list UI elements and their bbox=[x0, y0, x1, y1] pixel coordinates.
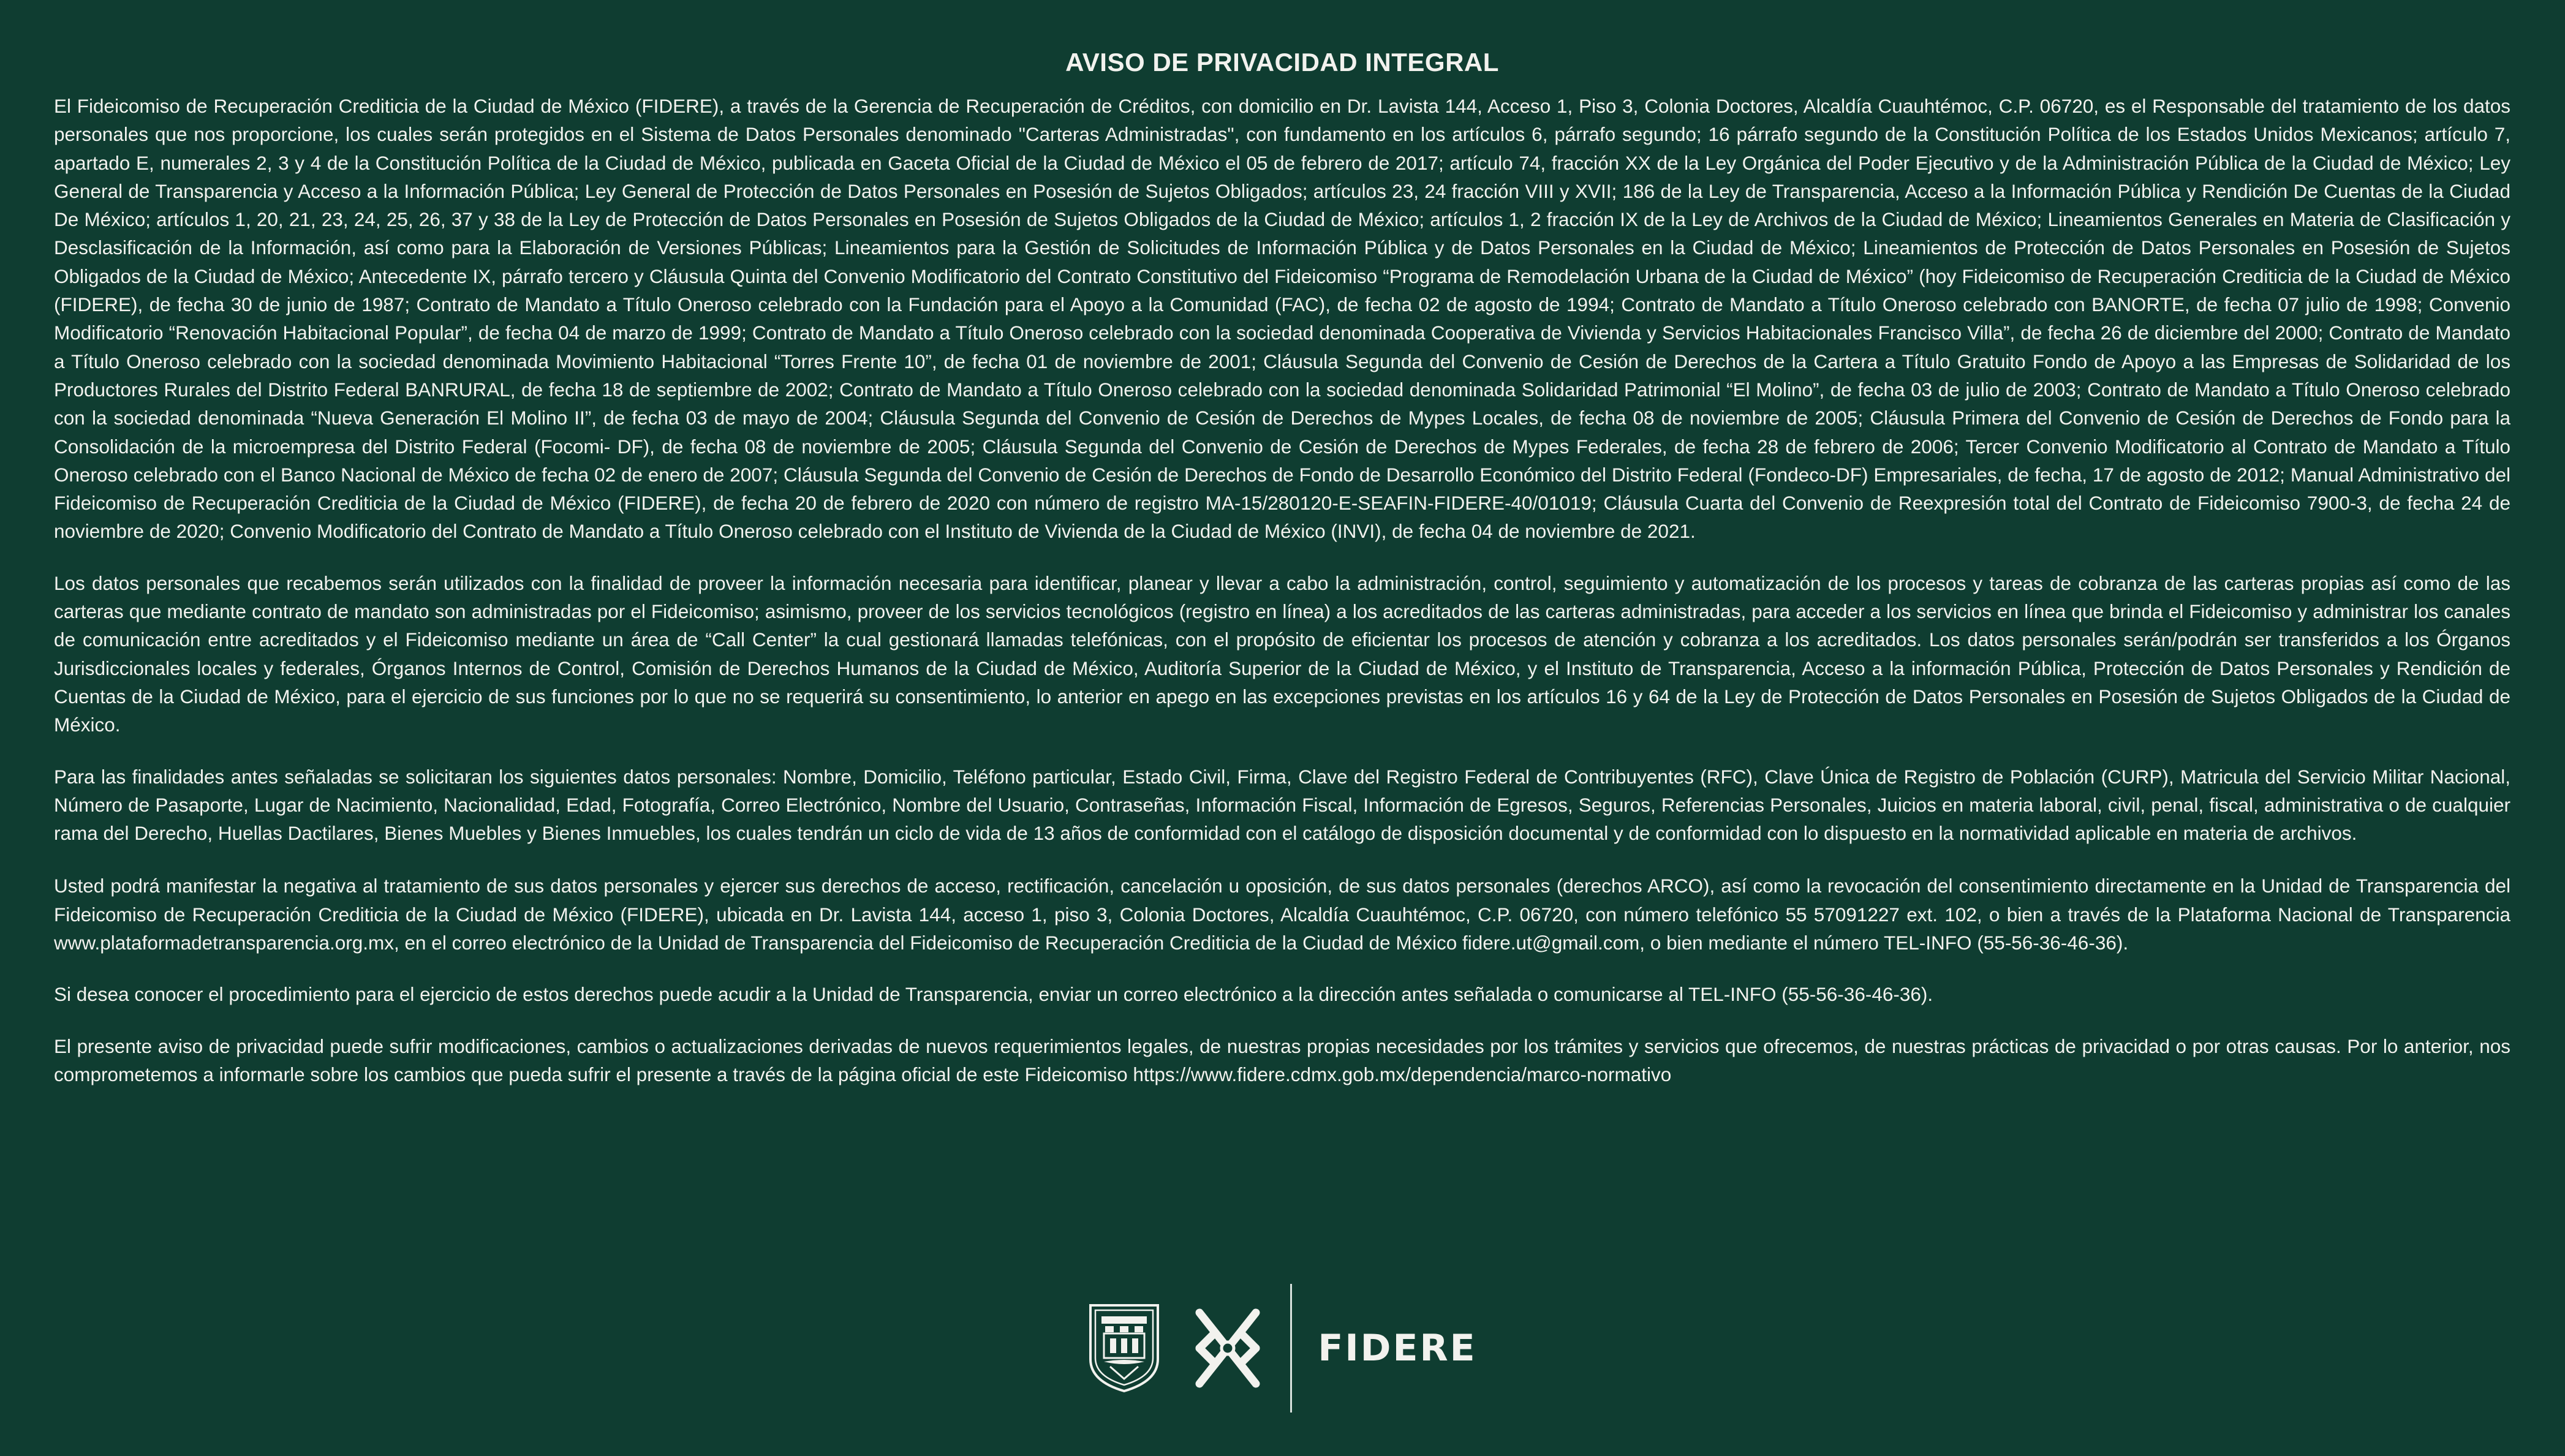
paragraph-data-requested: Para las finalidades antes señaladas se solicitaran los siguientes datos personales: Nombre, Domicilio, Teléfono particular, Estado Civil, Firma, Clave del Registro Federal de Contribuyentes (RFC), Clave Única de Registro de Población (CURP), Matricula del Servicio Militar Nacional, Número de Pasaporte, Lugar de Nacimiento, Nacionalidad, Edad, Fotografía, Correo Electrónico, Nombre del Usuario, Contraseñas, Información Fiscal, Información de Egresos, Seguros, Referencias Personales, Juicios en materia laboral, civil, penal, fiscal, administrativa o de cualquier rama del Derecho, Huellas Dactilares, Bienes Muebles y Bienes Inmuebles, los cuales tendrán un ciclo de vida de 13 años de conformidad con el catálogo de disposición documental y de conformidad con lo dispuesto en la normatividad aplicable en materia de archivos. bbox=[54, 765, 2510, 845]
privacy-notice bbox=[54, 44, 2510, 1112]
footer-logos bbox=[0, 1284, 2565, 1413]
logo-divider bbox=[1290, 1284, 1292, 1413]
paragraph-modifications: El presente aviso de privacidad puede sufrir modificaciones, cambios o actualizaciones derivadas de nuevos requerimientos legales, de nuestras propias necesidades por los trámites y servicios que ofrecemos, de nuestras prácticas de privacidad o por otras causas. Por lo anterior, nos comprometemos a informarle sobre los cambios que pueda sufrir el presente a través de la página oficial de este Fideicomiso https://www.fidere.cdmx.gob.mx/dependencia/marco-normativo bbox=[54, 1035, 2510, 1085]
paragraph-arco-rights: Usted podrá manifestar la negativa al tratamiento de sus datos personales y ejercer sus derechos de acceso, rectificación, cancelación u oposición, de sus datos personales (derechos ARCO), así como la revocación del consentimiento directamente en la Unidad de Transparencia del Fideicomiso de Recuperación Crediticia de la Ciudad de México (FIDERE), ubicada en Dr. Lavista 144, acceso 1, piso 3, Colonia Doctores, Alcaldía Cuauhtémoc, C.P. 06720, con número telefónico 55 57091227 ext. 102, o bien a través de la Plataforma Nacional de Transparencia www.plataformadetransparencia.org.mx, en el correo electrónico de la Unidad de Transparencia del Fideicomiso de Recuperación Crediticia de la Ciudad de México fidere.ut@gmail.com, o bien mediante el número TEL-INFO (55-56-36-46-36). bbox=[54, 875, 2510, 954]
paragraph-responsible: El Fideicomiso de Recuperación Crediticia de la Ciudad de México (FIDERE), a través de la Gerencia de Recuperación de Créditos, con domicilio en Dr. Lavista 144, Acceso 1, Piso 3, Colonia Doctores, Alcaldía Cuauhtémoc, C.P. 06720, es el Responsable del tratamiento de los datos personales que nos proporcione, los cuales serán protegidos en el Sistema de Datos Personales denominado "Carteras Administradas", con fundamento en los artículos 6, párrafo segundo; 16 párrafo segundo de la Constitución Política de los Estados Unidos Mexicanos; artículo 7, apartado E, numerales 2, 3 y 4 de la Constitución Política de la Ciudad de México, publicada en Gaceta Oficial de la Ciudad de México el 05 de febrero de 2017; artículo 74, fracción XX de la Ley Orgánica del Poder Ejecutivo y de la Administración Pública de la Ciudad de México; Ley General de Transparencia y Acceso a la Información Pública; Ley General de Protección de Datos Personales en Posesión de Sujetos Obligados; artículos 23, 24 fracción VIII y XVII; 186 de la Ley de Transparencia, Acceso a la Información Pública y Rendición De Cuentas de la Ciudad De México; artículos 1, 20, 21, 23, 24, 25, 26, 37 y 38 de la Ley de Protección de Datos Personales en Posesión de Sujetos Obligados de la Ciudad de México; artículos 1, 2 fracción IX de la Ley de Archivos de la Ciudad de México; Lineamientos Generales en Materia de Clasificación y Desclasificación de la Información, así como para la Elaboración de Versiones Públicas; Lineamientos para la Gestión de Solicitudes de Información Pública y de Datos Personales en la Ciudad de México; Lineamientos de Protección de Datos Personales en Posesión de Sujetos Obligados de la Ciudad de México; Antecedente IX, párrafo tercero y Cláusula Quinta del Convenio Modificatorio del Contrato Constitutivo del Fideicomiso “Programa de Remodelación Urbana de la Ciudad de México” (hoy Fideicomiso de Recuperación Crediticia de la Ciudad de México (FIDERE), de fecha 30 de junio de 1987; Contrato de Mandato a Título Oneroso celebrado con la Fundación para el Apoyo a la Comunidad (FAC), de fecha 02 de agosto de 1994; Contrato de Mandato a Título Oneroso celebrado con BANORTE, de fecha 07 julio de 1998; Convenio Modificatorio “Renovación Habitacional Popular”, de fecha 04 de marzo de 1999; Contrato de Mandato a Título Oneroso celebrado con la sociedad denominada Cooperativa de Vivienda y Servicios Habitacionales Francisco Villa”, de fecha 26 de diciembre del 2000; Contrato de Mandato a Título Oneroso celebrado con la sociedad denominada Movimiento Habitacional “Torres Frente 10”, de fecha 01 de noviembre de 2001; Cláusula Segunda del Convenio de Cesión de Derechos de la Cartera a Título Gratuito Fondo de Apoyo a las Empresas de Solidaridad de los Productores Rurales del Distrito Federal BANRURAL, de fecha 18 de septiembre de 2002; Contrato de Mandato a Título Oneroso celebrado con la sociedad denominada Solidaridad Patrimonial “El Molino”, de fecha 03 de julio de 2003; Contrato de Mandato a Título Oneroso celebrado con la sociedad denominada “Nueva Generación El Molino II”, de fecha 03 de mayo de 2004; Cláusula Segunda del Convenio de Cesión de Derechos de Mypes Locales, de fecha 08 de noviembre de 2005; Cláusula Primera del Convenio de Cesión de Derechos de Fondo para la Consolidación de la microempresa del Distrito Federal (Focomi- DF), de fecha 08 de noviembre de 2005; Cláusula Segunda del Convenio de Cesión de Derechos de Mypes Federales, de fecha 28 de febrero de 2006; Tercer Convenio Modificatorio al Contrato de Mandato a Título Oneroso celebrado con el Banco Nacional de México de fecha 02 de enero de 2007; Cláusula Segunda del Convenio de Cesión de Derechos de Fondo de Desarrollo Económico del Distrito Federal (Fondeco-DF) Empresariales, de fecha, 17 de agosto de 2012; Manual Administrativo del Fideicomiso de Recuperación Crediticia de la Ciudad de México (FIDERE), de fecha 20 de febrero de 2020 con número de registro MA-15/280120-E-SEAFIN-FIDERE-40/01019; Cláusula Cuarta del Convenio de Reexpresión total del Contrato de Fideicomiso 7900-3, de fecha 24 de noviembre de 2020; Convenio Modificatorio del Contrato de Mandato a Título Oneroso celebrado con el Instituto de Vivienda de la Ciudad de México (INVI), de fecha 04 de noviembre de 2021. bbox=[54, 95, 2510, 543]
document-title: AVISO DE PRIVACIDAD INTEGRAL bbox=[1065, 48, 1499, 77]
cdmx-shield-icon bbox=[1088, 1303, 1160, 1394]
fidere-wordmark: FIDERE bbox=[1318, 1327, 1477, 1370]
paragraph-procedure: Si desea conocer el procedimiento para el ejercicio de estos derechos puede acudir a la Unidad de Transparencia, enviar un correo electrónico a la dirección antes señalada o comunicarse al TEL-INFO (55-56-36-46-36). bbox=[54, 983, 1933, 1006]
paragraph-purposes: Los datos personales que recabemos serán utilizados con la finalidad de proveer la información necesaria para identificar, planear y llevar a cabo la administración, control, seguimiento y automatización de los procesos y tareas de cobranza de las carteras propias así como de las carteras que mediante contrato de mandato son administradas por el Fideicomiso; asimismo, proveer de los servicios tecnológicos (registro en línea) a los acreditados de las carteras administradas, para acceder a los servicios en línea que brinda el Fideicomiso y administrar los canales de comunicación entre acreditados y el Fideicomiso mediante un área de “Call Center” la cual gestionará llamadas telefónicas, con el propósito de eficientar los procesos de atención y cobranza a los acreditados. Los datos personales serán/podrán ser transferidos a los Órganos Jurisdiccionales locales y federales, Órganos Internos de Control, Comisión de Derechos Humanos de la Ciudad de México, Auditoría Superior de la Ciudad de México, y el Instituto de Transparencia, Acceso a la información Pública, Protección de Datos Personales y Rendición de Cuentas de la Ciudad de México, para el ejercicio de sus funciones por lo que no se requerirá su consentimiento, lo anterior en apego en las excepciones previstas en los artículos 16 y 64 de la Ley de Protección de Datos Personales en Posesión de Sujetos Obligados de la Ciudad de México. bbox=[54, 571, 2510, 736]
cdmx-emblem-icon bbox=[1186, 1300, 1269, 1396]
